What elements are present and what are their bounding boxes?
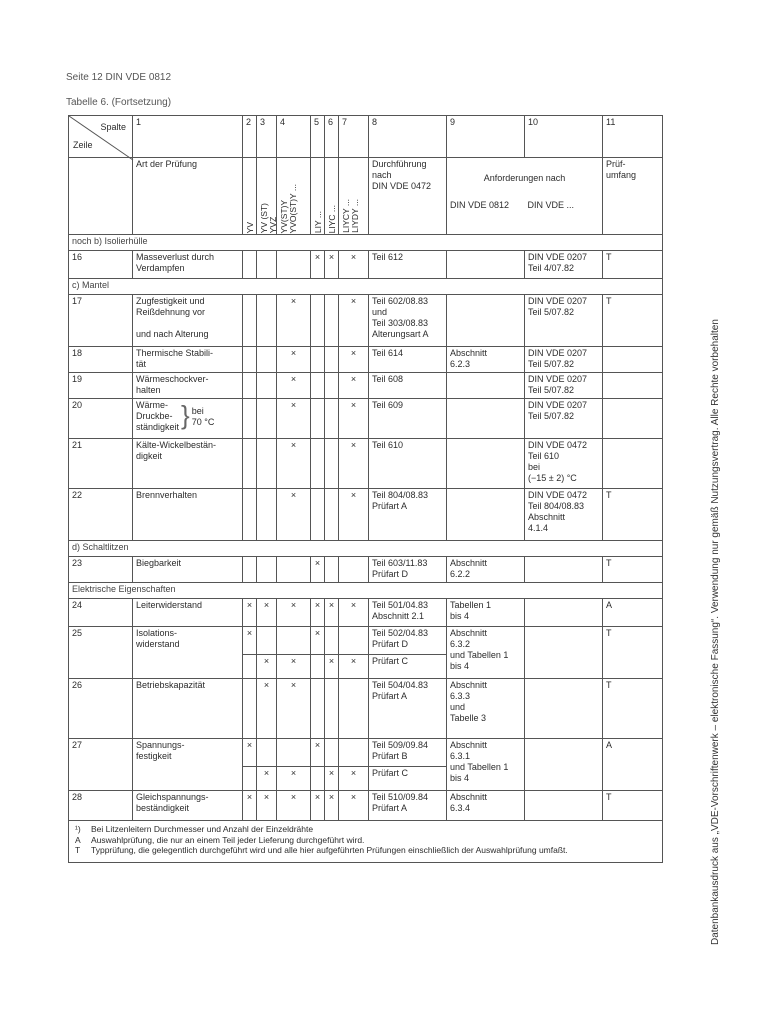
section-row (69, 541, 663, 557)
art-cell: Isolations- widerstand (133, 627, 243, 679)
durchfuehrung-cell: Teil 612 (369, 251, 447, 279)
umfang-cell: T (603, 295, 663, 347)
mark-cell: × (243, 627, 257, 655)
col-number: 6 (325, 116, 339, 158)
mark-cell: × (325, 251, 339, 279)
mark-cell: × (311, 251, 325, 279)
mark-cell: × (339, 399, 369, 439)
umfang-cell: T (603, 489, 663, 541)
mark-cell: × (325, 767, 339, 791)
mark-cell: × (311, 791, 325, 821)
mark-cell: × (277, 655, 311, 679)
header-row (69, 158, 663, 235)
pruefumfang-header: Prüf- umfang (603, 158, 663, 235)
mark-cell: × (339, 295, 369, 347)
col-number: 1 (133, 116, 243, 158)
table-row (69, 399, 663, 439)
col3-header: YV (ST) YVZ (259, 202, 278, 233)
durchfuehrung-cell: Teil 502/04.83 Prüfart D (369, 627, 447, 655)
mark-cell: × (257, 599, 277, 627)
row-number: 20 (69, 399, 133, 439)
durchfuehrung-cell: Teil 602/08.83 und Teil 303/08.83 Alterungsart A (369, 295, 447, 347)
col-number: 4 (277, 116, 311, 158)
brace-glyph: } (181, 400, 190, 430)
mark-cell: × (339, 251, 369, 279)
art-cell: Brennverhalten (133, 489, 243, 541)
zeile-label: Zeile (73, 140, 93, 150)
mark-cell: × (277, 373, 311, 399)
col6-header: LIYC ... (327, 204, 337, 233)
mark-cell: × (277, 439, 311, 489)
durchfuehrung-cell: Teil 608 (369, 373, 447, 399)
art-cell: Masseverlust durch Verdampfen (133, 251, 243, 279)
column-number-row (69, 116, 663, 158)
row-number: 21 (69, 439, 133, 489)
table-row (69, 791, 663, 821)
footnote-mark: T (75, 845, 81, 855)
art-cell: Wärmeschockver- halten (133, 373, 243, 399)
anf10-cell: DIN VDE 0207 Teil 5/07.82 (525, 295, 603, 347)
corner-cell (69, 116, 133, 158)
anf-col10-header: DIN VDE ... (527, 200, 575, 210)
mark-cell: × (339, 439, 369, 489)
mark-cell: × (277, 767, 311, 791)
durchfuehrung-cell: Prüfart C (369, 767, 447, 791)
anf9-cell: Abschnitt 6.3.4 (447, 791, 525, 821)
col-number: 10 (525, 116, 603, 158)
table-caption: Tabelle 6. (Fortsetzung) (66, 97, 172, 108)
mark-cell: × (277, 295, 311, 347)
section-row (69, 583, 663, 599)
section-row (69, 235, 663, 251)
col-number: 7 (339, 116, 369, 158)
umfang-cell: T (603, 627, 663, 679)
condition-label: bei 70 °C (191, 406, 215, 427)
col-number: 9 (447, 116, 525, 158)
anf9-cell: Abschnitt 6.2.3 (447, 347, 525, 373)
anf10-cell: DIN VDE 0207 Teil 5/07.82 (525, 399, 603, 439)
art-cell: Zugfestigkeit und Reißdehnung vor und nach Alterung (133, 295, 243, 347)
anf10-cell: DIN VDE 0472 Teil 804/08.83 Abschnitt 4.1.4 (525, 489, 603, 541)
mark-cell: × (339, 347, 369, 373)
durchfuehrung-cell: Teil 614 (369, 347, 447, 373)
umfang-cell: A (603, 599, 663, 627)
row-number: 27 (69, 739, 133, 791)
footnote (75, 824, 656, 835)
row-number: 23 (69, 557, 133, 583)
footnote-mark: A (75, 834, 81, 845)
section-label: c) Mantel (69, 279, 663, 295)
footnote-text: Auswahlprüfung, die nur an einem Teil jeder Lieferung durchgeführt wird. (91, 834, 365, 845)
art-cell: Spannungs- festigkeit (133, 739, 243, 791)
row-number: 18 (69, 347, 133, 373)
col7-header: LIYCY ... LIYDY ... (341, 199, 360, 233)
anf-col9-header: DIN VDE 0812 (450, 200, 510, 210)
table-row (69, 599, 663, 627)
anforderungen-header: Anforderungen nach (483, 173, 566, 183)
footnote-text: Typprüfung, die gelegentlich durchgeführt wird und alle hier aufgeführten Prüfungen einschließlich der Auswahlprüfung umfaßt. (91, 845, 568, 855)
row-number: 16 (69, 251, 133, 279)
table-row (69, 627, 663, 655)
table-row (69, 739, 663, 767)
mark-cell: × (277, 791, 311, 821)
durchfuehrung-cell: Prüfart C (369, 655, 447, 679)
mark-cell: × (311, 739, 325, 767)
art-cell: Gleichspannungs- beständigkeit (133, 791, 243, 821)
durchfuehrung-header: Durchführung nach DIN VDE 0472 (369, 158, 447, 235)
art-cell: Betriebskapazität (133, 679, 243, 739)
mark-cell: × (243, 739, 257, 767)
test-table (68, 115, 663, 863)
durchfuehrung-cell: Teil 609 (369, 399, 447, 439)
section-row (69, 279, 663, 295)
col-number: 11 (603, 116, 663, 158)
page-header: Seite 12 DIN VDE 0812 (66, 72, 172, 83)
umfang-cell: T (603, 791, 663, 821)
anf10-cell: DIN VDE 0207 Teil 5/07.82 (525, 347, 603, 373)
durchfuehrung-cell: Teil 504/04.83 Prüfart A (369, 679, 447, 739)
mark-cell: × (277, 679, 311, 739)
art-cell: Kälte-Wickelbestän- digkeit (133, 439, 243, 489)
mark-cell: × (339, 767, 369, 791)
mark-cell: × (339, 489, 369, 541)
art-cell: Thermische Stabili- tät (133, 347, 243, 373)
mark-cell: × (339, 655, 369, 679)
mark-cell: × (325, 655, 339, 679)
footnote-row (69, 821, 663, 863)
section-label: noch b) Isolierhülle (69, 235, 663, 251)
mark-cell: × (325, 599, 339, 627)
mark-cell: × (325, 791, 339, 821)
col-number: 2 (243, 116, 257, 158)
col2-header: YV (245, 221, 255, 233)
durchfuehrung-cell: Teil 610 (369, 439, 447, 489)
durchfuehrung-cell: Teil 501/04.83 Abschnitt 2.1 (369, 599, 447, 627)
mark-cell: × (339, 791, 369, 821)
row-number: 17 (69, 295, 133, 347)
mark-cell: × (243, 599, 257, 627)
mark-cell: × (257, 791, 277, 821)
footnote-text: Bei Litzenleitern Durchmesser und Anzahl der Einzeldrähte (91, 824, 314, 834)
art-header: Art der Prüfung (133, 158, 243, 235)
umfang-cell: T (603, 557, 663, 583)
col-number: 8 (369, 116, 447, 158)
footnote (75, 845, 656, 856)
col5-header: LIY ... (313, 210, 323, 233)
col4-header: YV(ST)Y YVO(ST)Y ... (279, 183, 298, 233)
section-label: Elektrische Eigenschaften (69, 583, 663, 599)
col-number: 5 (311, 116, 325, 158)
table-row (69, 373, 663, 399)
row-number: 26 (69, 679, 133, 739)
mark-cell: × (277, 347, 311, 373)
art-cell: Leiterwiderstand (133, 599, 243, 627)
mark-cell: × (257, 655, 277, 679)
anf9-cell: Abschnitt 6.3.1 und Tabellen 1 bis 4 (447, 739, 525, 791)
art-cell: Wärme- Druckbe- ständigkeit (136, 400, 180, 432)
mark-cell: × (277, 399, 311, 439)
mark-cell: × (243, 791, 257, 821)
mark-cell: × (277, 489, 311, 541)
table-row (69, 251, 663, 279)
durchfuehrung-cell: Teil 603/11.83 Prüfart D (369, 557, 447, 583)
umfang-cell: T (603, 251, 663, 279)
anf10-cell: DIN VDE 0472 Teil 610 bei (−15 ± 2) °C (525, 439, 603, 489)
table-row (69, 295, 663, 347)
mark-cell: × (311, 627, 325, 655)
table-row (69, 347, 663, 373)
durchfuehrung-cell: Teil 509/09.84 Prüfart B (369, 739, 447, 767)
anf10-cell: DIN VDE 0207 Teil 5/07.82 (525, 373, 603, 399)
section-label: d) Schaltlitzen (69, 541, 663, 557)
anf9-cell: Abschnitt 6.3.2 und Tabellen 1 bis 4 (447, 627, 525, 679)
row-number: 24 (69, 599, 133, 627)
table-row (69, 679, 663, 739)
mark-cell: × (311, 557, 325, 583)
mark-cell: × (311, 599, 325, 627)
anf9-cell: Tabellen 1 bis 4 (447, 599, 525, 627)
row-number: 19 (69, 373, 133, 399)
mark-cell: × (339, 373, 369, 399)
row-number: 28 (69, 791, 133, 821)
umfang-cell: A (603, 739, 663, 791)
table-row (69, 489, 663, 541)
anf9-cell: Abschnitt 6.2.2 (447, 557, 525, 583)
anf10-cell: DIN VDE 0207 Teil 4/07.82 (525, 251, 603, 279)
art-cell: Biegbarkeit (133, 557, 243, 583)
anf9-cell: Abschnitt 6.3.3 und Tabelle 3 (447, 679, 525, 739)
row-number: 25 (69, 627, 133, 679)
spalte-label: Spalte (100, 122, 126, 132)
durchfuehrung-cell: Teil 804/08.83 Prüfart A (369, 489, 447, 541)
mark-cell: × (257, 679, 277, 739)
mark-cell: × (257, 767, 277, 791)
mark-cell: × (339, 599, 369, 627)
table-row (69, 557, 663, 583)
umfang-cell: T (603, 679, 663, 739)
col-number: 3 (257, 116, 277, 158)
footnote (75, 835, 656, 846)
durchfuehrung-cell: Teil 510/09.84 Prüfart A (369, 791, 447, 821)
row-number: 22 (69, 489, 133, 541)
table-row (69, 439, 663, 489)
footnote-mark: ¹) (75, 824, 81, 834)
side-copyright-notice: Datenbankausdruck aus „VDE-Vorschriftenwerk – elektronische Fassung“. Verwendung nur gemäß Nutzungsvertrag. Alle Rechte vorbehalten (710, 319, 721, 945)
mark-cell: × (277, 599, 311, 627)
